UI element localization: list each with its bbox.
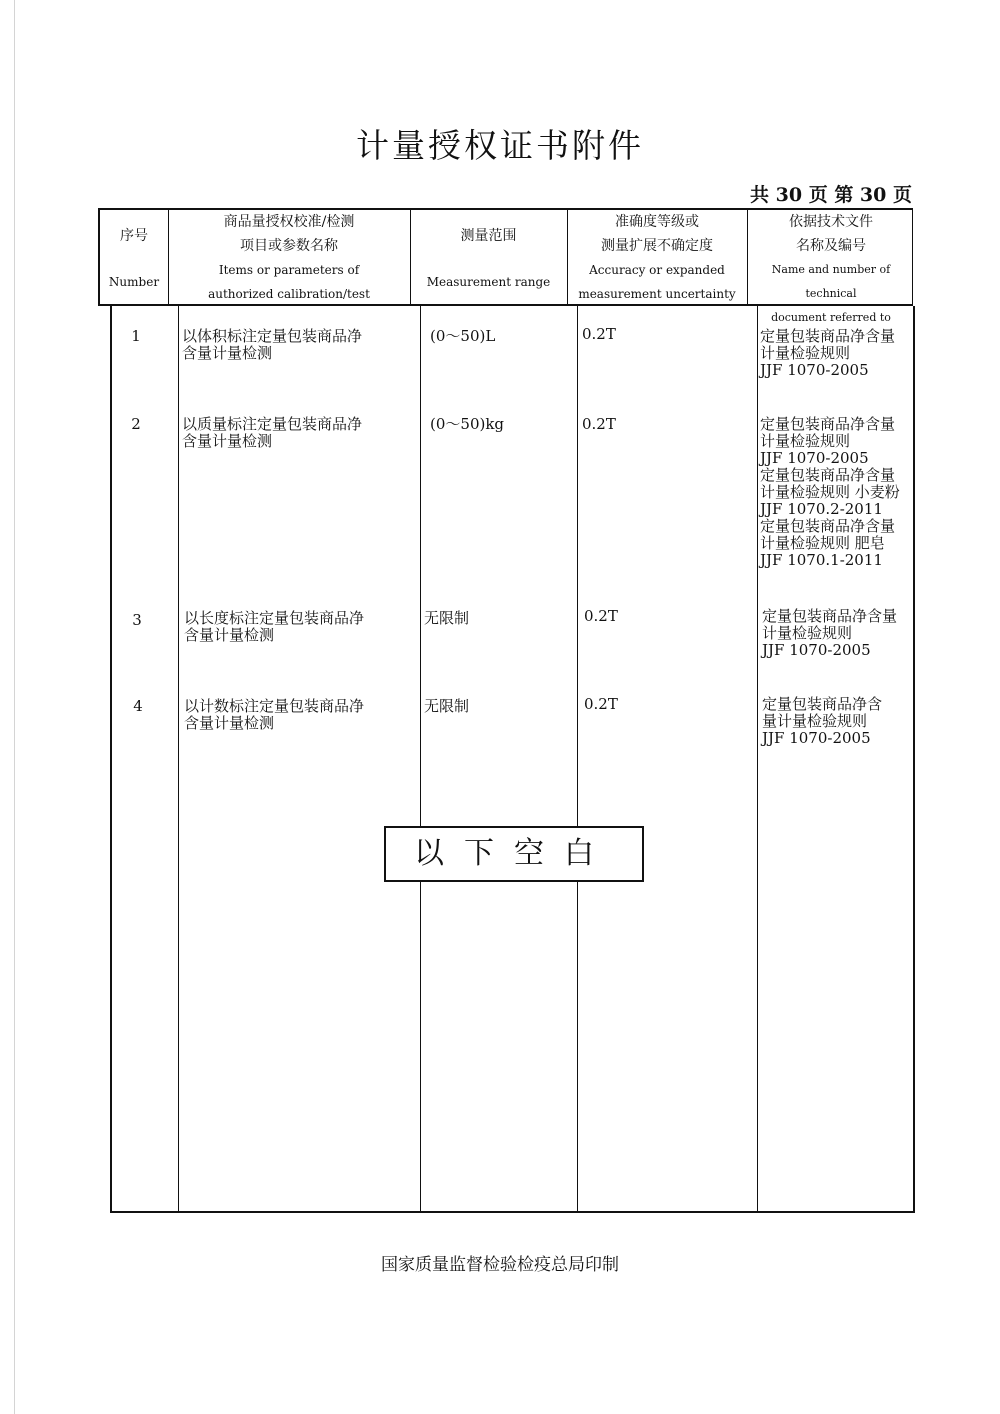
scan-margin-line <box>14 0 15 1414</box>
row-number: 1 <box>131 327 141 345</box>
reference-documents: 定量包装商品净含量 计量检验规则 JJF 1070-2005 定量包装商品净含量 计量检验规则 小麦粉 JJF 1070.2-2011 定量包装商品净含量 计量检验规则 肥皂 JJF 1070.1-2011 <box>760 415 900 569</box>
reference-documents: 定量包装商品净含 量计量检验规则 JJF 1070-2005 <box>762 695 883 747</box>
header-range: 测量范围 Measurement range <box>426 228 551 289</box>
measurement-range: 无限制 <box>424 697 470 715</box>
measurement-range: (0～50)L <box>430 327 496 345</box>
row-number: 2 <box>131 415 141 433</box>
measurement-range: 无限制 <box>424 609 470 627</box>
header-items: 商品量授权校准/检测 项目或参数名称 Items or parameters of authorized calibration/test <box>208 214 370 301</box>
accuracy: 0.2T <box>584 695 618 713</box>
reference-documents: 定量包装商品净含量 计量检验规则 JJF 1070-2005 <box>762 607 898 659</box>
page-count: 共 30 页 第 30 页 <box>750 184 912 206</box>
footer-issuer: 国家质量监督检验检疫总局印制 <box>381 1255 619 1275</box>
accuracy: 0.2T <box>584 607 618 625</box>
accuracy: 0.2T <box>582 415 616 433</box>
item-name: 以长度标注定量包装商品净 含量计量检测 <box>184 609 365 644</box>
column-divider <box>420 306 421 1211</box>
column-divider <box>178 306 179 1211</box>
accuracy: 0.2T <box>582 325 616 343</box>
reference-documents: 定量包装商品净含量 计量检验规则 JJF 1070-2005 <box>760 327 896 379</box>
measurement-range: (0～50)kg <box>430 415 505 433</box>
page-title: 计量授权证书附件 <box>356 126 644 165</box>
item-name: 以体积标注定量包装商品净 含量计量检测 <box>182 327 363 362</box>
blank-below-stamp: 以下空白 <box>384 826 644 882</box>
table-header <box>98 208 913 324</box>
header-number: 序号 Number <box>108 228 160 289</box>
table-body <box>110 306 915 1213</box>
row-number: 4 <box>133 697 143 715</box>
header-documents: 依据技术文件 名称及编号 Name and number of technical document referred to <box>771 214 891 324</box>
header-accuracy: 准确度等级或 测量扩展不确定度 Accuracy or expanded measurement uncertainty <box>578 214 736 301</box>
column-divider <box>757 306 758 1211</box>
item-name: 以计数标注定量包装商品净 含量计量检测 <box>184 697 365 732</box>
column-divider <box>577 306 578 1211</box>
row-number: 3 <box>132 611 142 629</box>
item-name: 以质量标注定量包装商品净 含量计量检测 <box>182 415 363 450</box>
